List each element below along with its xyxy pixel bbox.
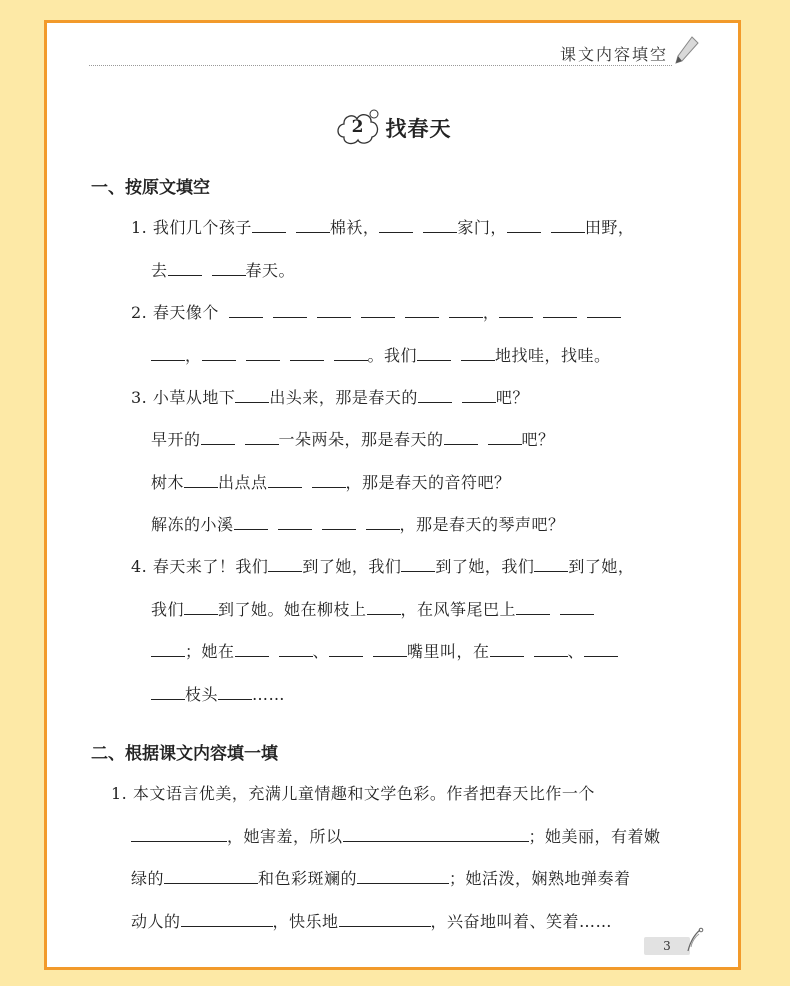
blank (151, 346, 185, 361)
text: 、 (567, 642, 585, 661)
blank (164, 869, 258, 884)
q1-line2 (151, 258, 295, 281)
blank (290, 346, 324, 361)
lesson-number-badge (334, 107, 382, 149)
feather-icon (684, 927, 704, 953)
text: 枝头 (185, 685, 219, 704)
blank (516, 600, 550, 615)
text: 到了她，我们 (435, 557, 535, 576)
blank (229, 303, 263, 318)
blank (461, 346, 495, 361)
q2-line1 (131, 300, 621, 323)
text: 我们 (151, 600, 185, 619)
q4-line3 (151, 639, 618, 662)
blank (534, 557, 568, 572)
blank (168, 261, 202, 276)
text: 一朵两朵，那是春天的 (278, 430, 444, 449)
blank (184, 473, 218, 488)
blank (235, 642, 269, 657)
s2-line2 (131, 824, 661, 847)
q4-line4 (151, 682, 285, 705)
blank (401, 557, 435, 572)
blank (151, 685, 185, 700)
blank (543, 303, 577, 318)
text: 。我们 (367, 346, 418, 365)
text: 解冻的小溪 (151, 515, 234, 534)
text: ，她害羞，所以 (227, 827, 343, 846)
lesson-title: 找春天 (385, 116, 452, 141)
text: 树木 (151, 473, 185, 492)
text: ， (185, 346, 202, 365)
blank (462, 388, 496, 403)
q4-line1 (131, 554, 634, 577)
blank (218, 685, 252, 700)
blank (366, 515, 400, 530)
text: 吧？ (495, 388, 529, 407)
blank (246, 346, 280, 361)
q4-line2 (151, 597, 594, 620)
text: 田野， (584, 218, 635, 237)
blank (357, 869, 449, 884)
blank (534, 642, 568, 657)
worksheet-page (44, 20, 741, 970)
blank (184, 600, 218, 615)
blank (234, 515, 268, 530)
blank (296, 218, 330, 233)
text: 3. 小草从地下 (131, 388, 236, 407)
blank (202, 346, 236, 361)
text: 嘴里叫，在 (407, 642, 490, 661)
blank (343, 827, 529, 842)
text: ，那是春天的音符吧？ (345, 473, 511, 492)
q3-line2 (151, 427, 555, 450)
blank (317, 303, 351, 318)
blank (584, 642, 618, 657)
text: 2. 春天像个 (131, 303, 219, 322)
text: ， (482, 303, 500, 322)
blank (201, 430, 235, 445)
q3-line4 (151, 512, 565, 535)
text: 地找哇，找哇。 (495, 346, 611, 365)
text: 1. 本文语言优美，充满儿童情趣和文学色彩。作者把春天比作一个 (111, 784, 595, 803)
blank (279, 642, 313, 657)
text: 1. 我们几个孩子 (131, 218, 252, 237)
blank (329, 642, 363, 657)
lesson-heading (47, 107, 738, 149)
text: 4. 春天来了！我们 (131, 557, 269, 576)
blank (181, 912, 273, 927)
text: ；她活泼，娴熟地弹奏着 (449, 869, 631, 888)
q3-line3 (151, 470, 511, 493)
q1-line1 (131, 215, 634, 238)
section2-title: 二、根据课文内容填一填 (91, 744, 278, 764)
header-label: 课文内容填空 (559, 45, 668, 64)
blank (373, 642, 407, 657)
blank (312, 473, 346, 488)
blank (560, 600, 594, 615)
blank (418, 388, 452, 403)
q3-line1 (131, 385, 529, 408)
text: …… (252, 685, 286, 704)
blank (334, 346, 368, 361)
text: 和色彩斑斓的 (258, 869, 358, 888)
blank (131, 827, 227, 842)
blank (268, 557, 302, 572)
blank (252, 218, 286, 233)
text: ，兴奋地叫着、笑着…… (430, 912, 613, 931)
blank (449, 303, 483, 318)
blank (417, 346, 451, 361)
s2-line4 (131, 909, 612, 932)
blank (322, 515, 356, 530)
text: 到了她， (568, 557, 635, 576)
text: ，快乐地 (272, 912, 339, 931)
blank (273, 303, 307, 318)
q2-line2 (151, 343, 611, 366)
text: 到了她。她在柳枝上 (218, 600, 367, 619)
blank (339, 912, 431, 927)
blank (507, 218, 541, 233)
text: ，在风筝尾巴上 (400, 600, 517, 619)
s2-line3 (131, 866, 631, 889)
blank (278, 515, 312, 530)
text: ；她美丽，有着嫩 (528, 827, 661, 846)
text: 动人的 (131, 912, 181, 931)
section1-title: 一、按原文填空 (91, 178, 210, 198)
text: 到了她，我们 (302, 557, 402, 576)
blank (212, 261, 246, 276)
header-rule (89, 65, 672, 66)
text: ；她在 (185, 642, 235, 661)
blank (499, 303, 533, 318)
blank (405, 303, 439, 318)
blank (361, 303, 395, 318)
text: 春天。 (245, 261, 296, 280)
pencil-icon (674, 35, 700, 65)
blank (235, 388, 269, 403)
blank (245, 430, 279, 445)
text: ，那是春天的琴声吧？ (399, 515, 565, 534)
blank (379, 218, 413, 233)
s2-line1 (111, 781, 595, 804)
blank (423, 218, 457, 233)
text: 棉袄， (329, 218, 380, 237)
blank (367, 600, 401, 615)
text: 出点点 (218, 473, 268, 492)
blank (551, 218, 585, 233)
blank (444, 430, 478, 445)
text: 去 (151, 261, 168, 280)
text: 绿的 (131, 869, 165, 888)
blank (268, 473, 302, 488)
lesson-number: 2 (351, 117, 364, 137)
text: 家门， (457, 218, 507, 237)
blank (151, 642, 185, 657)
blank (490, 642, 524, 657)
text: 早开的 (151, 430, 201, 449)
page-number: 3 (644, 937, 690, 955)
text: 吧？ (521, 430, 555, 449)
blank (488, 430, 522, 445)
text: 、 (312, 642, 330, 661)
blank (587, 303, 621, 318)
text: 出头来，那是春天的 (269, 388, 418, 407)
